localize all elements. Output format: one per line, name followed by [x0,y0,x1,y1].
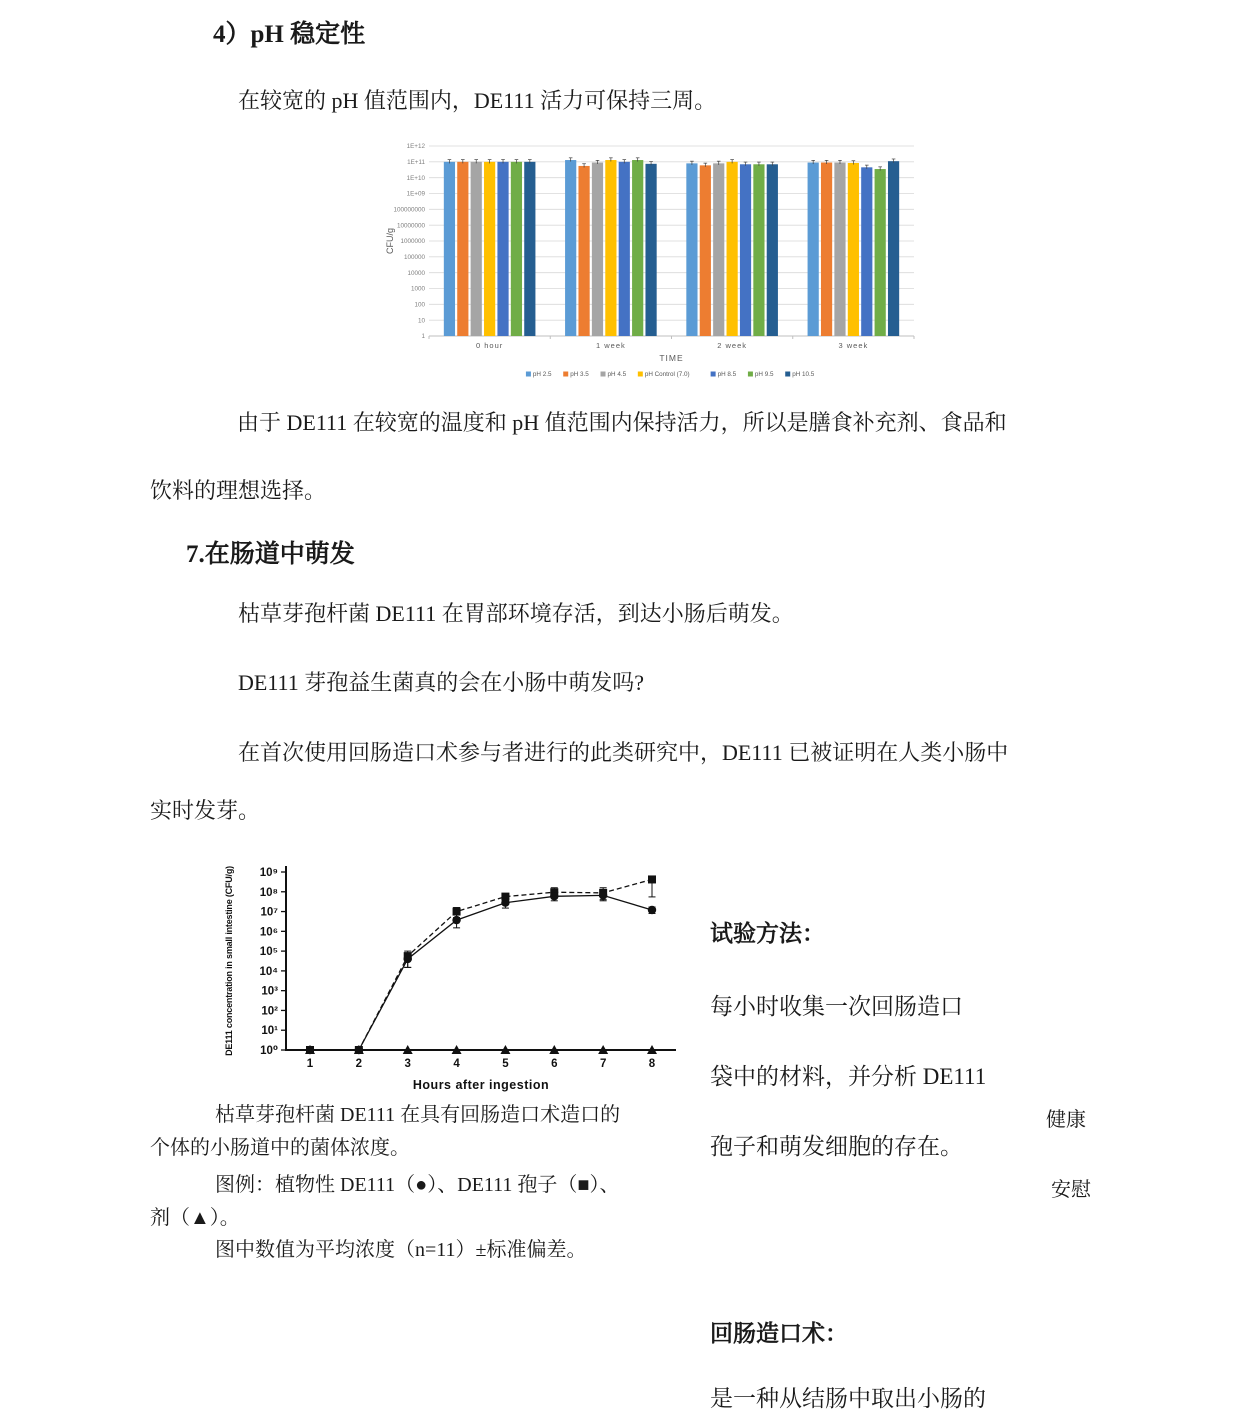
heading-germination: 7.在肠道中萌发 [186,541,355,568]
svg-text:10⁴: 10⁴ [259,965,278,978]
svg-text:pH 9.5: pH 9.5 [754,371,774,378]
para-germination-question: DE111 芽孢益生菌真的会在小肠中萌发吗? [238,670,644,695]
svg-text:TIME: TIME [659,353,684,363]
svg-text:3: 3 [404,1058,411,1070]
caption-line-1: 枯草芽孢杆菌 DE111 在具有回肠造口术造口的 [215,1104,621,1126]
svg-text:1000: 1000 [410,285,425,293]
svg-text:10⁶: 10⁶ [259,926,278,939]
svg-text:Hours after ingestion: Hours after ingestion [412,1078,550,1092]
svg-text:1000000: 1000000 [400,238,425,246]
svg-text:8: 8 [648,1058,656,1070]
svg-text:pH 8.5: pH 8.5 [717,371,737,378]
caption-line-4: 剂（▲）。 [150,1207,240,1229]
svg-text:1E+12: 1E+12 [406,143,425,151]
method-line-1: 每小时收集一次回肠造口 [710,994,963,1019]
para-germination-study-1: 在首次使用回肠造口术参与者进行的此类研究中，DE111 已被证明在人类小肠中 [238,740,1009,765]
germination-line-chart [186,852,706,1100]
svg-text:10000000: 10000000 [396,222,425,230]
svg-text:100: 100 [414,301,425,309]
svg-text:6: 6 [551,1058,558,1070]
ph-stability-bar-chart [383,138,918,386]
svg-text:CFU/g: CFU/g [385,227,395,255]
method-line-2: 袋中的材料，并分析 DE111 [710,1064,987,1089]
svg-text:pH Control (7.0): pH Control (7.0) [644,371,690,378]
heading-ph-stability: 4）pH 稳定性 [213,21,366,48]
para-ph-intro: 在较宽的 pH 值范围内，DE111 活力可保持三周。 [238,88,717,113]
svg-text:10²: 10² [261,1005,278,1018]
svg-text:1E+09: 1E+09 [406,190,425,198]
svg-text:0 hour: 0 hour [475,341,504,350]
svg-text:pH 10.5: pH 10.5 [792,371,815,378]
svg-text:5: 5 [502,1058,509,1070]
svg-text:10¹: 10¹ [261,1025,278,1038]
svg-text:10⁰: 10⁰ [260,1045,278,1057]
svg-text:100000000: 100000000 [393,206,425,214]
ileostomy-heading: 回肠造口术： [710,1321,848,1346]
svg-text:1: 1 [306,1058,314,1070]
method-line-3: 孢子和萌发细胞的存在。 [710,1134,963,1159]
para-germination-survive: 枯草芽孢杆菌 DE111 在胃部环境存活，到达小肠后萌发。 [238,601,794,626]
svg-text:10000: 10000 [407,269,425,277]
floating-word-placebo: 安慰 [1051,1179,1091,1201]
svg-text:10⁹: 10⁹ [259,867,278,879]
ileostomy-line-1: 是一种从结肠中取出小肠的 [710,1386,986,1411]
svg-text:10⁸: 10⁸ [259,886,278,899]
svg-text:1: 1 [421,333,425,341]
svg-text:10⁵: 10⁵ [259,946,278,959]
figure-germination-chart [186,852,706,1100]
caption-line-3: 图例：植物性 DE111（●）、DE111 孢子（■）、 [215,1174,620,1196]
para-conclusion-2: 饮料的理想选择。 [150,478,327,503]
svg-text:pH 2.5: pH 2.5 [532,371,552,378]
svg-text:1 week: 1 week [595,341,626,350]
svg-text:2 week: 2 week [717,341,748,350]
svg-text:4: 4 [453,1058,460,1070]
svg-text:3 week: 3 week [838,341,869,350]
caption-line-5: 图中数值为平均浓度（n=11）±标准偏差。 [215,1239,587,1261]
svg-text:1E+11: 1E+11 [407,159,425,167]
svg-text:7: 7 [599,1058,607,1070]
svg-text:10³: 10³ [261,985,278,998]
para-germination-study-2: 实时发芽。 [150,798,261,823]
method-heading: 试验方法： [710,921,825,946]
svg-text:pH 3.5: pH 3.5 [570,371,589,378]
svg-text:DE111 concentration in small i: DE111 concentration in small intestine (CFU/g) [224,866,234,1056]
floating-word-healthy: 健康 [1046,1109,1086,1131]
svg-text:1E+10: 1E+10 [406,174,425,182]
caption-line-2: 个体的小肠道中的菌体浓度。 [150,1137,410,1159]
para-conclusion-1: 由于 DE111 在较宽的温度和 pH 值范围内保持活力，所以是膳食补充剂、食品和 [237,410,1007,435]
svg-text:10⁷: 10⁷ [260,906,278,919]
svg-text:2: 2 [355,1058,363,1070]
svg-text:10: 10 [417,317,425,325]
figure-ph-stability-chart [383,138,918,386]
svg-text:100000: 100000 [403,254,425,262]
svg-text:pH 4.5: pH 4.5 [607,371,627,378]
